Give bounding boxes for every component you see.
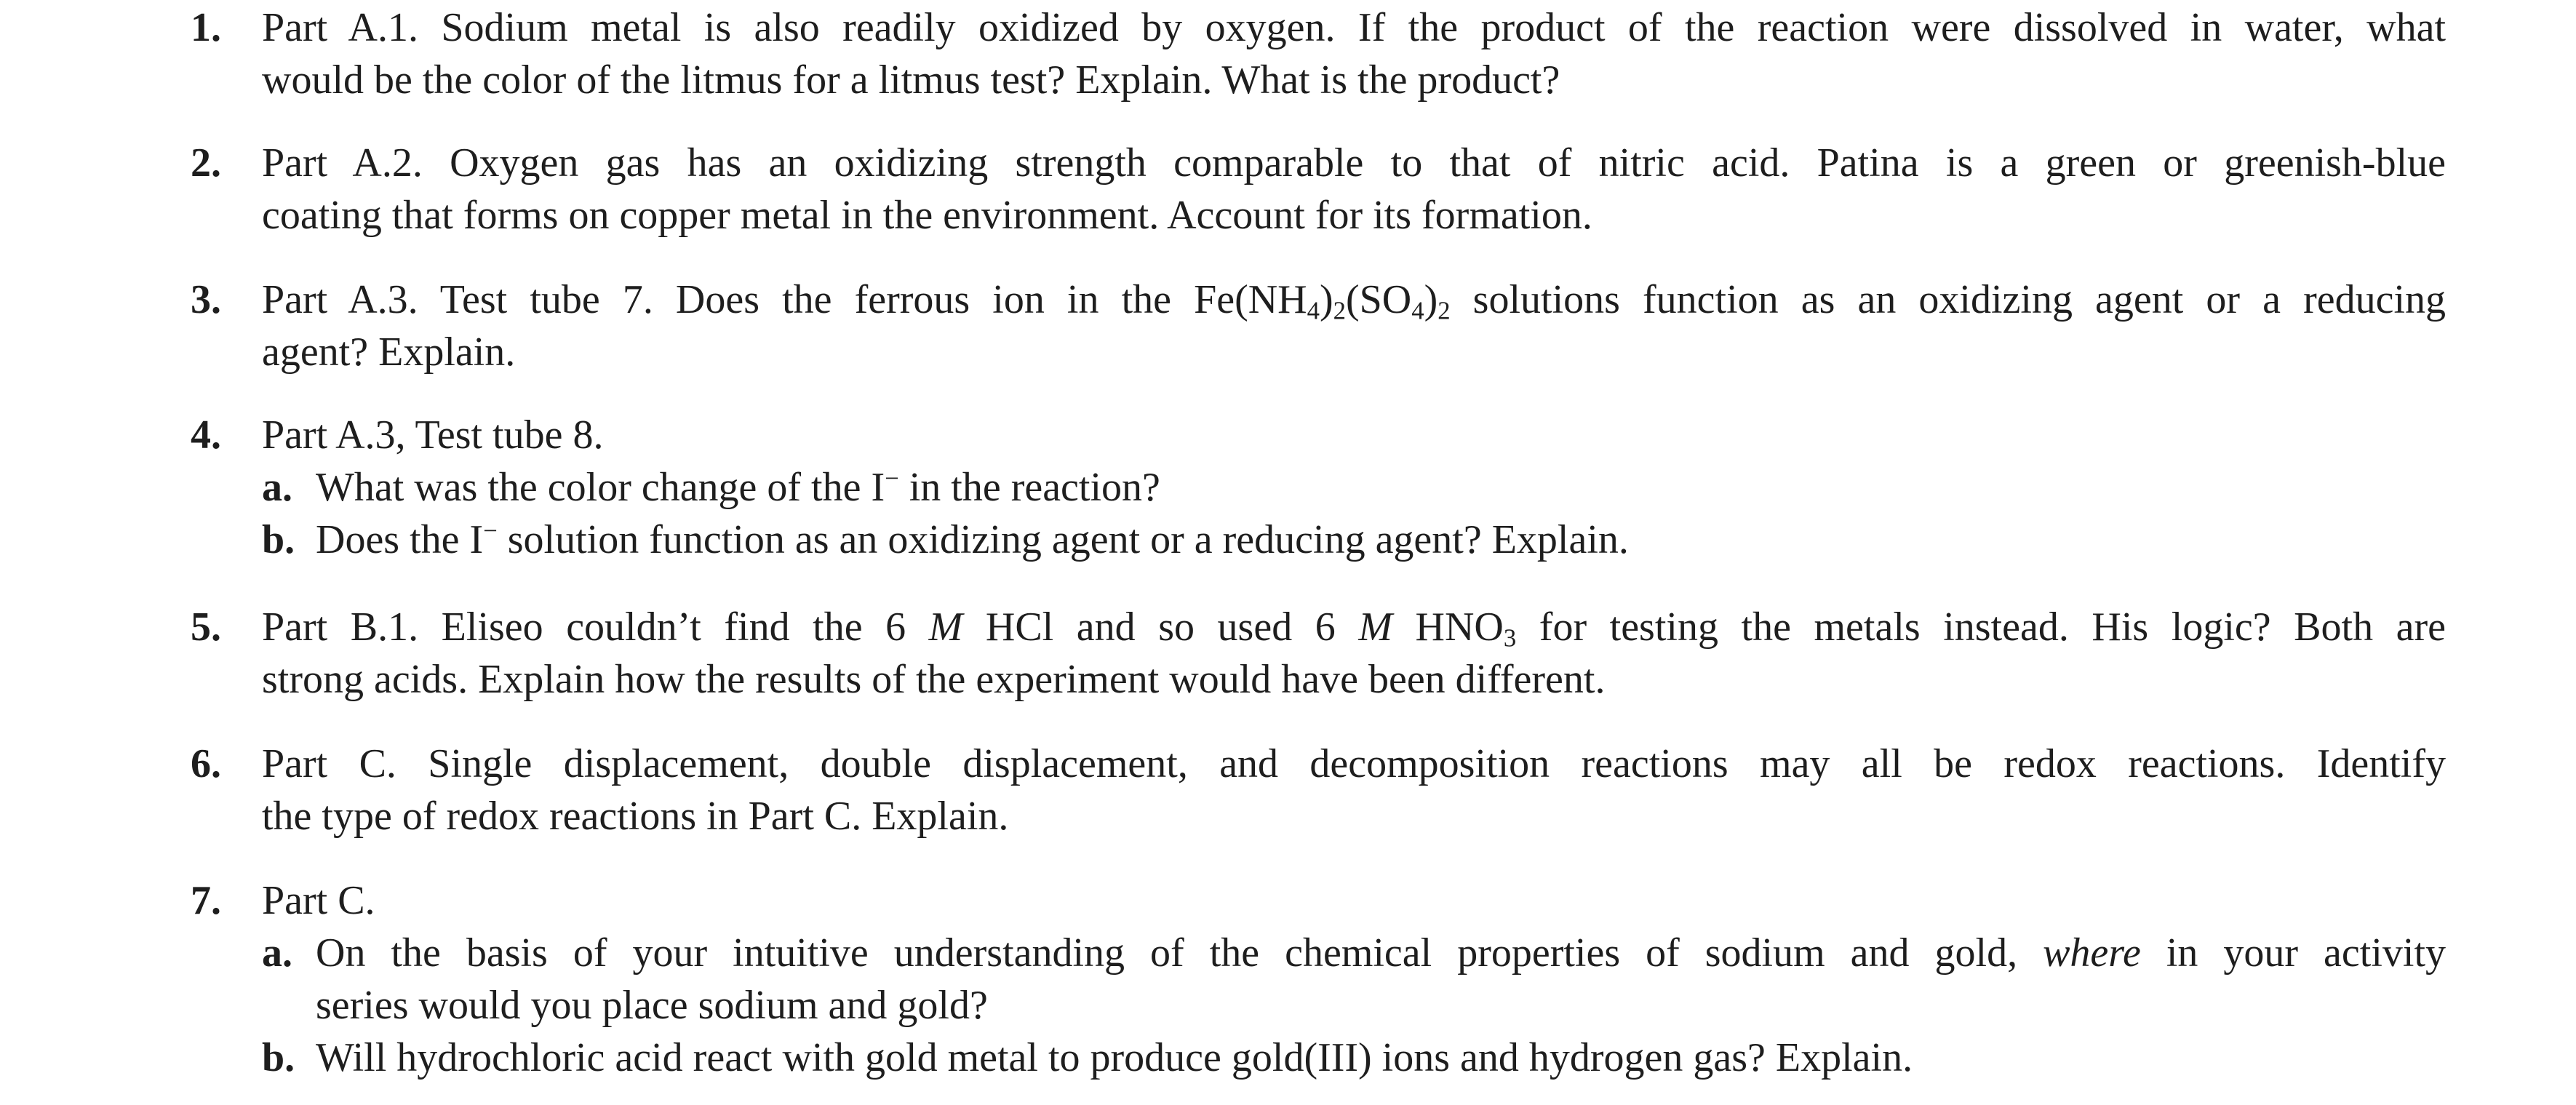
sub-question-b [262, 514, 2446, 566]
question-text-line: Part A.3. Test tube 7. Does the ferrous ion in the $Fe(NH_4)_2(SO_4)_2$ solutions function as an oxidizing agent or a reducing [262, 277, 2447, 325]
question-text-line: strong acids. Explain how the results of the experiment would have been different. [262, 657, 1606, 702]
question-2 [191, 137, 2446, 242]
sub-question-text: Does the I− solution function as an oxidizing agent or a reducing agent? Explain. [316, 516, 1629, 562]
question-text-line: coating that forms on copper metal in the environment. Account for its formation. [262, 193, 1592, 238]
question-6 [191, 738, 2446, 842]
question-number: 5. [191, 605, 221, 650]
sub-question-letter: b. [262, 1035, 295, 1080]
question-text-line: agent? Explain. [262, 330, 516, 375]
question-text-line: Part B.1. Eliseo couldn’t find the 6 M HCl and so used 6 M $HNO_3$ for testing the metals instead. His logic? Both are [262, 605, 2446, 653]
sub-question-text: On the basis of your intuitive understanding of the chemical properties of sodium and gold, where in your activity [316, 930, 2447, 976]
question-number: 2. [191, 140, 221, 186]
sub-question-a [262, 461, 2446, 514]
sub-question-letter: b. [262, 517, 295, 562]
question-text-line: Part A.3, Test tube 8. [262, 412, 604, 458]
sub-question-letter: a. [262, 465, 292, 510]
question-number: 3. [191, 277, 221, 322]
question-number: 6. [191, 741, 221, 786]
question-text-line: Part C. Single displacement, double displacement, and decomposition reactions may all be redox reactions. Identify [262, 741, 2446, 786]
sub-question-b [262, 1032, 2446, 1084]
question-3 [191, 274, 2446, 378]
question-number: 7. [191, 878, 221, 923]
question-number: 1. [191, 5, 221, 50]
question-5 [191, 601, 2446, 706]
question-text-line: Part A.2. Oxygen gas has an oxidizing strength comparable to that of nitric acid. Patina is a green or greenish-blue [262, 140, 2446, 186]
sub-question-text: Will hydrochloric acid react with gold metal to produce gold(III) ions and hydrogen gas? Explain. [316, 1035, 1913, 1080]
question-text-line: the type of redox reactions in Part C. Explain. [262, 794, 1009, 839]
question-text-line: Part C. [262, 878, 375, 923]
question-number: 4. [191, 412, 221, 458]
question-7 [191, 874, 2446, 1084]
sub-question-text: series would you place sodium and gold? [316, 983, 988, 1028]
question-1 [191, 1, 2446, 106]
question-text-line: Part A.1. Sodium metal is also readily oxidized by oxygen. If the product of the reaction were dissolved in water, what [262, 5, 2446, 50]
sub-question-a [262, 927, 2446, 1032]
sub-question-text: What was the color change of the I− in the reaction? [316, 463, 1160, 510]
question-4 [191, 409, 2446, 566]
question-text-line: would be the color of the litmus for a litmus test? Explain. What is the product? [262, 57, 1560, 103]
sub-question-letter: a. [262, 930, 292, 976]
